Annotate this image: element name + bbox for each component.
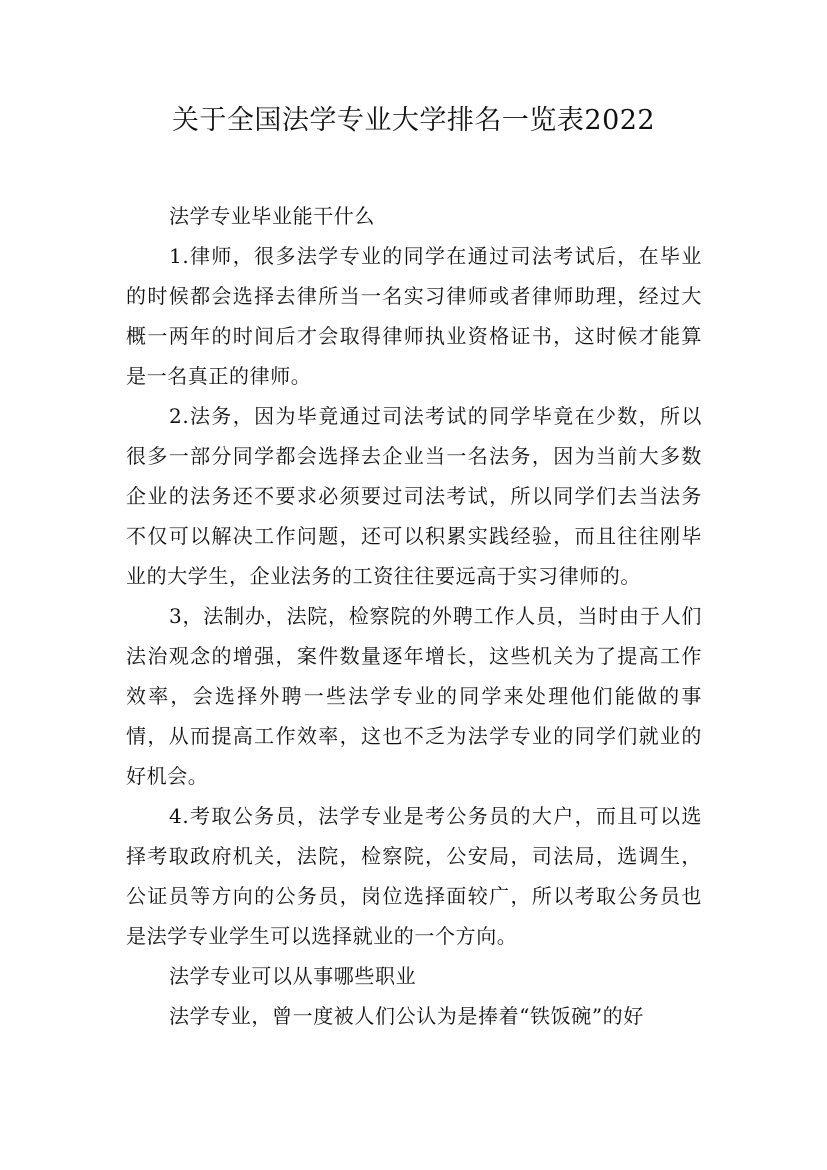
paragraph-legal-affairs: 2.法务，因为毕竟通过司法考试的同学毕竟在少数，所以很多一部分同学都会选择去企业当一名法务，因为当前大多数企业的法务还不要求必须要过司法考试，所以同学们去当法务不仅可以解决工作问题，还可以积累实践经验，而且往往刚毕业的大学生，企业法务的工资往往要远高于实习律师的。: [126, 404, 702, 588]
paragraph-iron-rice-bowl: 法学专业，曾一度被人们公认为是捧着“铁饭碗”的好: [169, 1004, 644, 1028]
paragraph-civil-servant: 4.考取公务员，法学专业是考公务员的大户，而且可以选择考取政府机关，法院，检察院，公安局，司法局，选调生，公证员等方向的公务员，岗位选择面较广，所以考取公务员也是法学专业学生可以选择就业的一个方向。: [126, 804, 702, 948]
paragraph-lawyer: 1.律师，很多法学专业的同学在通过司法考试后，在毕业的时候都会选择去律所当一名实习律师或者律师助理，经过大概一两年的时间后才会取得律师执业资格证书，这时候才能算是一名真正的律师。: [126, 244, 702, 388]
document-body: [126, 196, 702, 1036]
paragraph-court-staff: 3，法制办，法院，检察院的外聘工作人员，当时由于人们法治观念的增强，案件数量逐年增长，这些机关为了提高工作效率，会选择外聘一些法学专业的同学来处理他们能做的事情，从而提高工作效率，这也不乏为法学专业的同学们就业的好机会。: [126, 604, 702, 788]
page-title: 关于全国法学专业大学排名一览表2022: [171, 105, 656, 136]
section-heading-what-can-graduates-do: 法学专业毕业能干什么: [169, 204, 375, 228]
section-heading-careers: 法学专业可以从事哪些职业: [169, 964, 417, 988]
